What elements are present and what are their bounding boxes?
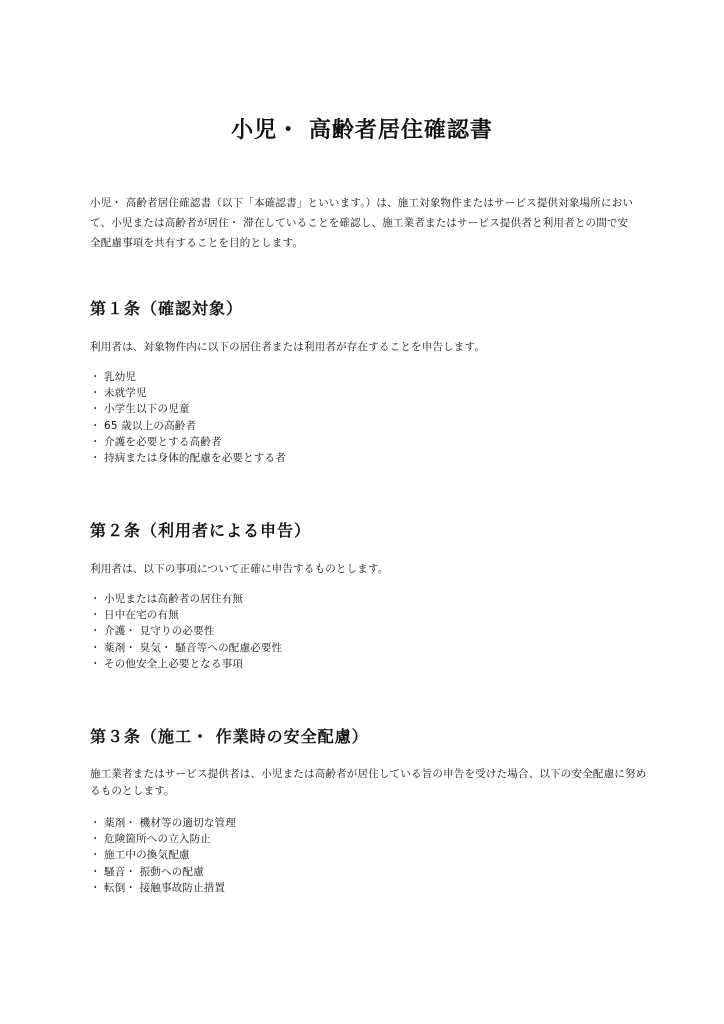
article-1-list [90, 369, 650, 466]
list-item-text: 薬剤・ 臭気・ 騒音等への配慮必要性 [104, 641, 283, 654]
article-3-heading: 第３条（施工・ 作業時の安全配慮） [90, 727, 369, 746]
bullet: ・ [90, 435, 101, 448]
article-1 [90, 297, 650, 466]
list-item-text: 転倒・ 接触事故防止措置 [104, 881, 226, 894]
bullet: ・ [90, 641, 101, 654]
list-item-text: その他安全上必要となる事項 [104, 657, 244, 670]
list-item-text: 介護を必要とする高齢者 [104, 435, 222, 448]
article-2-lead: 利用者は、以下の事項について正確に申告するものとします。 [90, 563, 389, 575]
article-3 [90, 725, 650, 896]
list-item [90, 815, 650, 831]
bullet: ・ [90, 371, 101, 383]
list-item-text: 介護・ 見守りの必要性 [104, 625, 215, 638]
article-2 [90, 519, 650, 672]
article-2-heading: 第２条（利用者による申告） [90, 521, 312, 540]
list-item [90, 418, 650, 434]
bullet: ・ [90, 419, 101, 432]
bullet: ・ [90, 865, 101, 878]
list-item-text: 小学生以下の児童 [104, 403, 190, 416]
list-item-text: 乳幼児 [104, 371, 137, 383]
list-item [90, 607, 650, 623]
list-item [90, 831, 650, 847]
article-3-list [90, 815, 650, 896]
list-item [90, 385, 650, 401]
list-item-text: 持病または身体的配慮を必要とする者 [104, 452, 286, 465]
article-1-heading: 第１条（確認対象） [90, 299, 244, 318]
list-item [90, 623, 650, 639]
list-item-text: 小児または高齢者の居住有無 [104, 593, 244, 605]
bullet: ・ [90, 881, 101, 894]
list-item-text: 施工中の換気配慮 [104, 849, 190, 862]
list-item-text: 65 歳以上の高齢者 [104, 419, 197, 432]
list-item-text: 騒音・ 振動への配慮 [104, 865, 204, 878]
list-item-text: 未就学児 [104, 387, 147, 400]
list-item-text: 日中在宅の有無 [104, 609, 179, 622]
bullet: ・ [90, 387, 101, 400]
list-item [90, 434, 650, 450]
list-item [90, 847, 650, 863]
document-title: 小児・ 高齢者居住確認書 [231, 118, 493, 143]
intro-paragraph: 小児・ 高齢者居住確認書（以下「本確認書」といいます。）は、施工対象物件またはサービス提供対象場所において、小児または高齢者が居住・ 滞在していることを確認し、施工業者またはサービス提供者と利用者との間で安全配慮事項を共有することを目的とします。 [90, 197, 634, 249]
article-2-list [90, 591, 650, 672]
bullet: ・ [90, 593, 101, 605]
bullet: ・ [90, 625, 101, 638]
list-item [90, 864, 650, 880]
list-item [90, 880, 650, 896]
bullet: ・ [90, 403, 101, 416]
list-item [90, 591, 650, 607]
list-item [90, 401, 650, 417]
list-item [90, 450, 650, 466]
list-item [90, 656, 650, 672]
list-item-text: 危険箇所への立入防止 [104, 833, 211, 846]
bullet: ・ [90, 849, 101, 862]
article-3-lead: 施工業者またはサービス提供者は、小児または高齢者が居住している旨の申告を受けた場合、以下の安全配慮に努めるものとします。 [90, 768, 647, 797]
bullet: ・ [90, 657, 101, 670]
bullet: ・ [90, 833, 101, 846]
bullet: ・ [90, 817, 101, 829]
list-item [90, 369, 650, 385]
bullet: ・ [90, 452, 101, 465]
bullet: ・ [90, 609, 101, 622]
list-item-text: 薬剤・ 機材等の適切な管理 [104, 817, 236, 829]
list-item [90, 640, 650, 656]
article-1-lead: 利用者は、対象物件内に以下の居住者または利用者が存在することを申告します。 [90, 341, 486, 353]
